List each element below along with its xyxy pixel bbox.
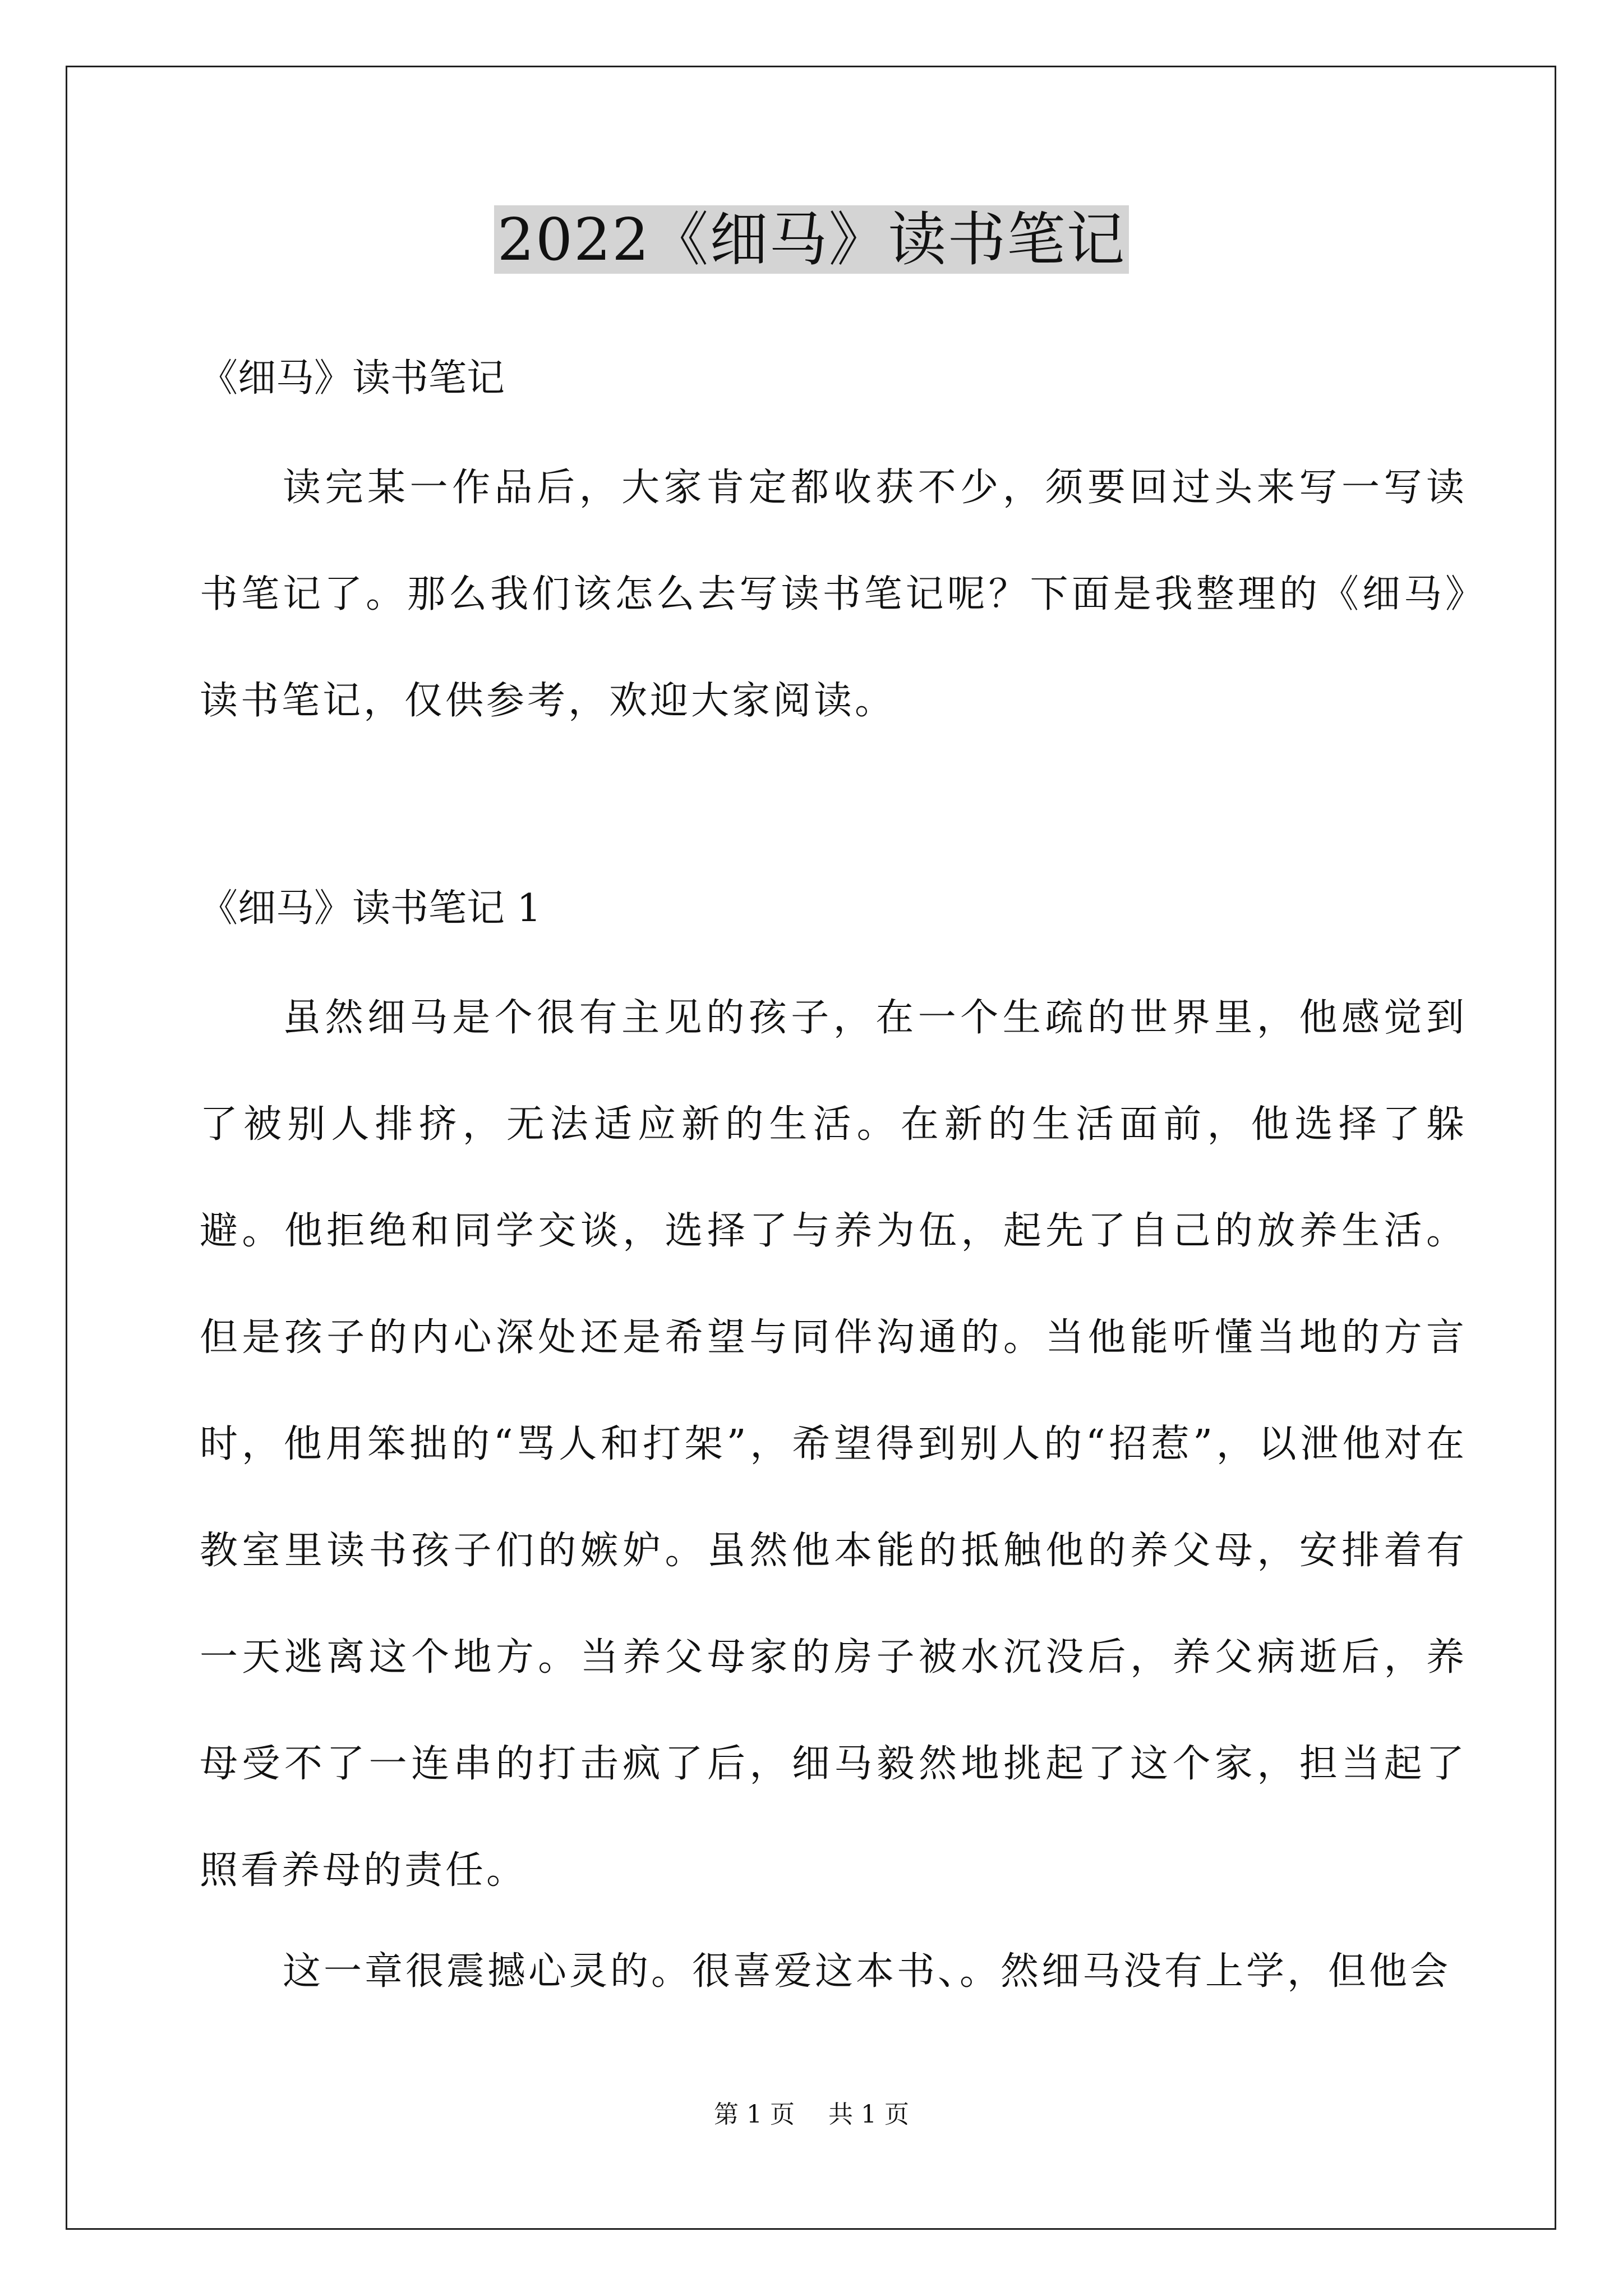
section-heading: 《细马》读书笔记 1 (200, 886, 541, 931)
document-subtitle: 《细马》读书笔记 (200, 356, 505, 401)
document-title (0, 197, 1623, 282)
document-title-text: 2022《细马》读书笔记 (494, 205, 1129, 274)
intro-paragraph: 读完某一作品后，大家肯定都收获不少，须要回过头来写一写读书笔记了。那么我们该怎么去写读书笔记呢？下面是我整理的《细马》读书笔记，仅供参考，欢迎大家阅读。 (200, 466, 1467, 723)
page-number-current: 第 1 页 (714, 2100, 795, 2129)
page-number-total: 共 1 页 (828, 2100, 909, 2129)
page-footer (0, 2098, 1623, 2132)
body-paragraph-2: 这一章很震撼心灵的。很喜爱这本书、。然细马没有上学，但他会 (283, 1949, 1451, 1994)
body-paragraph-1: 虽然细马是个很有主见的孩子，在一个生疏的世界里，他感觉到了被别人排挤，无法适应新的生活。在新的生活面前，他选择了躲避。他拒绝和同学交谈，选择了与养为伍，起先了自己的放养生活。但是孩子的内心深处还是希望与同伴沟通的。当他能听懂当地的方言时，他用笨拙的“骂人和打架”，希望得到别人的“招惹”，以泄他对在教室里读书孩子们的嫉妒。虽然他本能的抵触他的养父母，安排着有一天逃离这个地方。当养父母家的房子被水沉没后，养父病逝后，养母受不了一连串的打击疯了后，细马毅然地挑起了这个家，担当起了照看养母的责任。 (200, 996, 1467, 1893)
